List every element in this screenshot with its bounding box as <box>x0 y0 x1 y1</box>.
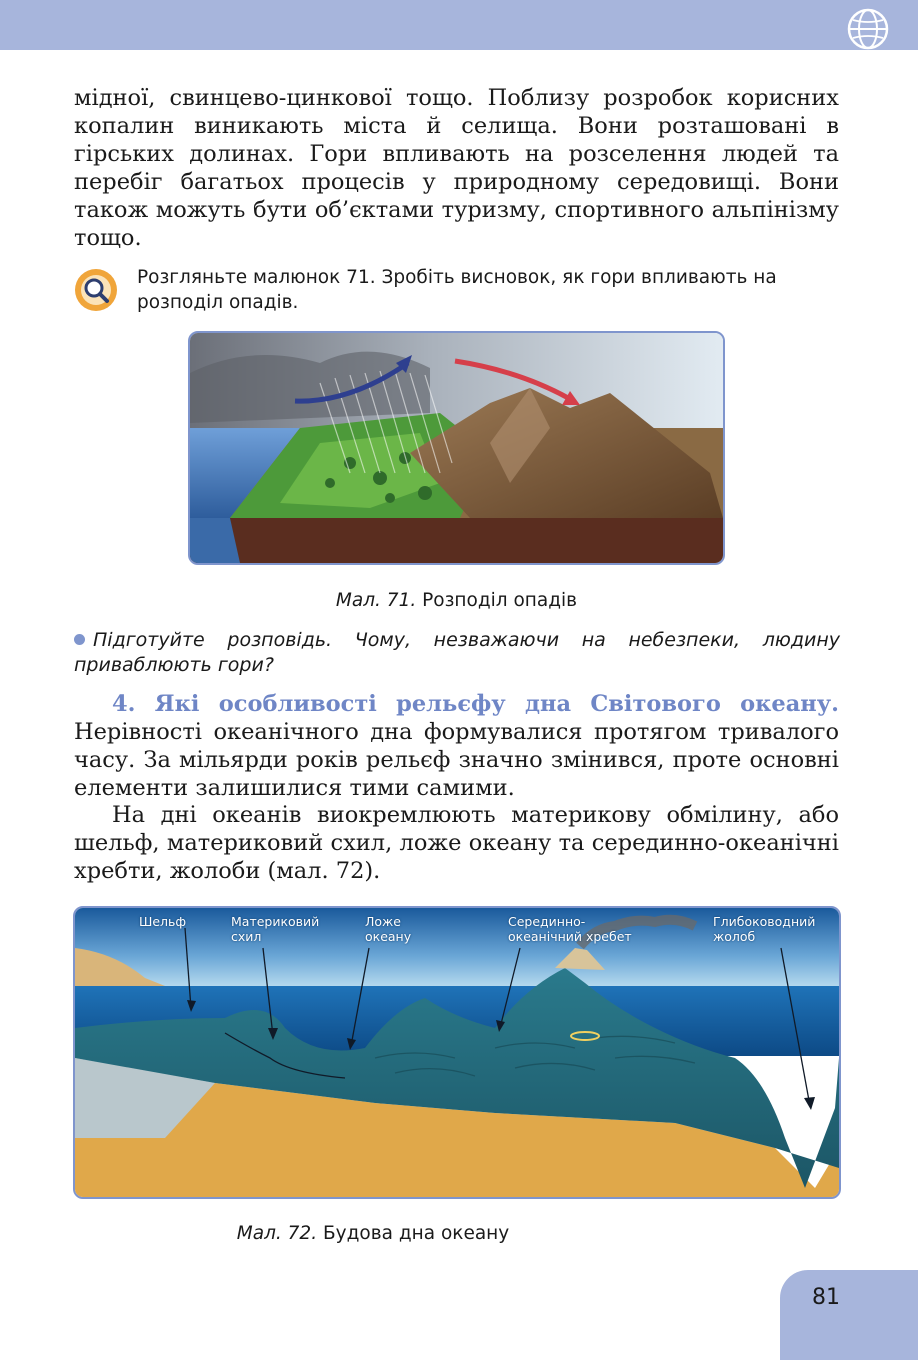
task-text: Розгляньте малюнок 71. Зробіть висновок, як гори впливають на розподіл опадів. <box>137 267 777 313</box>
paragraph-ocean-floor: На дні океанів виокремлюють материкову обмілину, або шельф, материковий схил, ложе океану та серединно-океанічні хребти, жолоби (мал. 72). <box>74 802 839 884</box>
page-number: 81 <box>812 1285 840 1310</box>
figure-71-caption <box>188 590 725 611</box>
label-continental-slope: Материковий схил <box>231 914 320 944</box>
precipitation-diagram <box>190 333 723 563</box>
section-4-heading: 4. Які особливості рельєфу дна Світового океану. <box>112 691 839 717</box>
header-band <box>0 0 918 50</box>
figure-72-caption-text: Будова дна океану <box>322 1223 510 1244</box>
figure-72-caption <box>73 1223 673 1244</box>
section-4-text: Нерівності океанічного дна формувалися протягом тривалого часу. За мільярди років рельєф значно змінився, проте основні елементи залишилися тими самими. <box>74 719 839 801</box>
page-number-tab <box>780 1270 918 1360</box>
figure-72-illustration <box>73 906 841 1199</box>
bullet-task-text: Підготуйте розповідь. Чому, незважаючи на небезпеки, людину приваблюють гори? <box>74 629 840 676</box>
ocean-floor-diagram <box>75 908 839 1197</box>
section-4-paragraph <box>74 690 839 802</box>
bullet-dot-icon <box>74 634 85 645</box>
label-deep-sea-trench: Глибоководний жолоб <box>713 914 816 944</box>
paragraph-mountains: мідної, свинцево-цинкової тощо. Поблизу розробок корисних копалин виникають міста й селища. Вони розташовані в гірських долинах. Гори впливають на розселення людей та перебіг багатьох процесів у природному середовищі. Вони також можуть бути об’єктами туризму, спортивного альпінізму тощо. <box>74 85 839 251</box>
bullet-task <box>74 628 840 678</box>
magnifier-icon <box>73 267 119 313</box>
figure-72-caption-label: Мал. 72. <box>236 1223 318 1244</box>
label-mid-ocean-ridge: Серединно- океанічний хребет <box>508 914 632 944</box>
label-ocean-floor: Ложе океану <box>365 914 412 944</box>
figure-71-illustration <box>188 331 725 565</box>
label-shelf: Шельф <box>139 914 187 929</box>
figure-71-caption-text: Розподіл опадів <box>422 590 578 611</box>
globe-icon <box>846 7 890 51</box>
figure-71-caption-label: Мал. 71. <box>335 590 417 611</box>
